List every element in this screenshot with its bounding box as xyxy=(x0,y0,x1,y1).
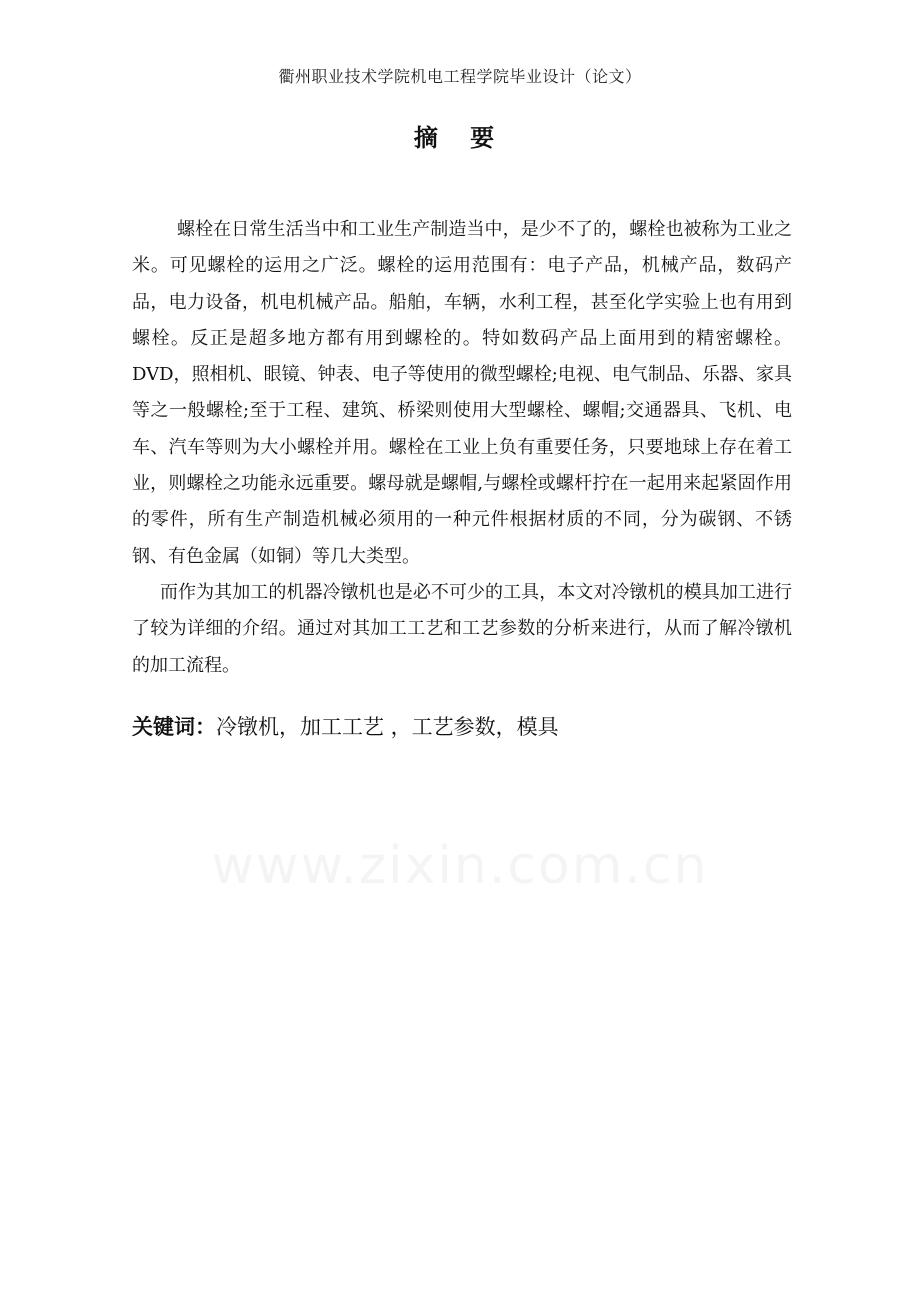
running-header: 衢州职业技术学院机电工程学院毕业设计（论文） xyxy=(278,67,642,86)
keywords-value: 冷镦机，加工工艺 ，工艺参数，模具 xyxy=(216,715,559,739)
keywords-label: 关键词： xyxy=(132,715,216,739)
watermark xyxy=(0,836,920,896)
abstract-body xyxy=(132,212,792,684)
page-title: 摘 要 xyxy=(413,124,507,152)
keywords-line xyxy=(132,710,792,744)
abstract-paragraph-2: 而作为其加工的机器冷镦机也是必不可少的工具，本文对冷镦机的模具加工进行了较为详细的介绍。通过对其加工工艺和工艺参数的分析来进行，从而了解冷镦机的加工流程。 xyxy=(132,581,792,676)
abstract-paragraph-1: 螺栓在日常生活当中和工业生产制造当中，是少不了的，螺栓也被称为工业之米。可见螺栓的运用之广泛。螺栓的运用范围有：电子产品，机械产品，数码产品，电力设备，机电机械产品。船舶，车辆，水利工程，甚至化学实验上也有用到螺栓。反正是超多地方都有用到螺栓的。特如数码产品上面用到的精密螺栓。DVD，照相机、眼镜、钟表、电子等使用的微型螺栓;电视、电气制品、乐器、家具等之一般螺栓;至于工程、建筑、桥梁则使用大型螺栓、螺帽;交通器具、飞机、电车、汽车等则为大小螺栓并用。螺栓在工业上负有重要任务，只要地球上存在着工业，则螺栓之功能永远重要。螺母就是螺帽,与螺栓或螺杆拧在一起用来起紧固作用的零件，所有生产制造机械必须用的一种元件根据材质的不同，分为碳钢、不锈钢、有色金属（如铜）等几大类型。 xyxy=(132,219,792,567)
